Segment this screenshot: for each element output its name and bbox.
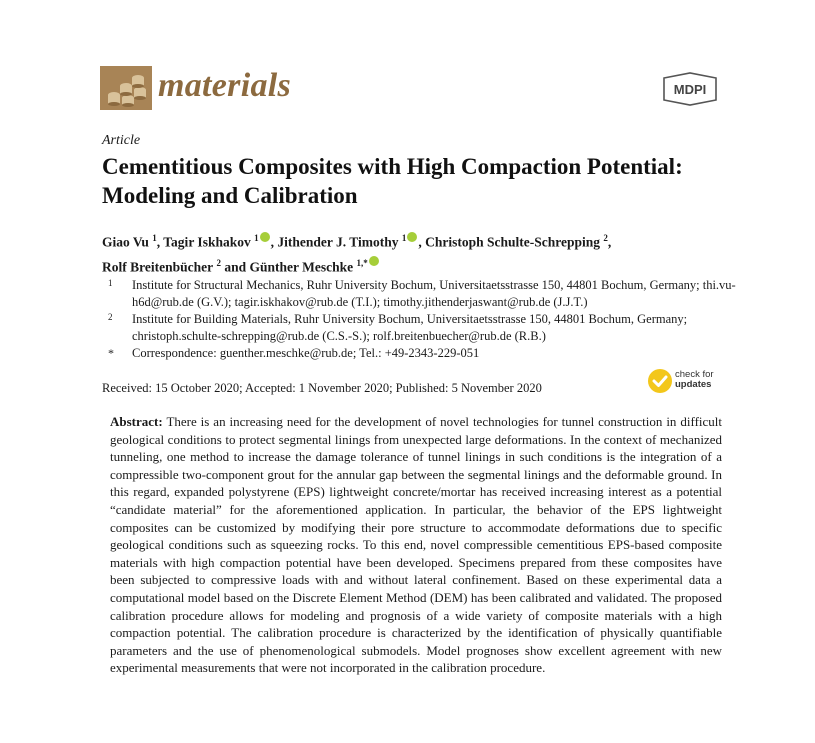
orcid-icon[interactable] <box>369 256 379 266</box>
author-name: Rolf Breitenbücher <box>102 259 214 274</box>
check-updates-icon <box>648 369 672 393</box>
author-affiliation-mark: 1 <box>254 233 259 243</box>
author-affiliation-mark: 1,* <box>356 257 368 268</box>
affiliation-item <box>102 277 742 311</box>
abstract <box>110 413 722 677</box>
author-name: Tagir Iskhakov <box>163 234 251 250</box>
mdpi-logo <box>658 72 722 106</box>
check-updates-label: check for updates <box>675 369 714 390</box>
author-affiliation-mark: 1 <box>152 233 157 243</box>
affiliation-text: Institute for Structural Mechanics, Ruhr University Bochum, Universitaetsstrasse 150, 44801 Bochum, Germany; thi.vu-h6d@rub.de (G.V.); tagir.iskhakov@rub.de (T.I.); timothy.jithenderjaswant@rub.de (J.J.T.) <box>132 278 736 309</box>
author-name: Günther Meschke <box>249 259 354 274</box>
abstract-label: Abstract: <box>110 414 163 429</box>
correspondence <box>102 345 742 362</box>
correspondence-text: Correspondence: guenther.meschke@rub.de; Tel.: +49-2343-229-051 <box>132 346 480 360</box>
affiliation-mark: 2 <box>108 312 113 322</box>
orcid-icon[interactable] <box>260 232 270 242</box>
author-affiliation-mark: 1 <box>401 233 407 243</box>
publication-dates: Received: 15 October 2020; Accepted: 1 November 2020; Published: 5 November 2020 <box>102 381 542 395</box>
affiliation-mark: 1 <box>108 278 113 288</box>
journal-name: materials <box>158 67 292 104</box>
journal-logo-icon <box>100 66 152 110</box>
mdpi-logo-text: MDPI <box>673 82 707 97</box>
author-list: Giao Vu $^1$, Tagir Iskhakov $^1$ , Jithender J. Timothy $^1$ , Christoph Schulte-Schrepping $^2$, Rolf Breitenbücher $^2$ and Günther Meschke $^{1,*}$ <box>102 233 612 274</box>
author-affiliation-mark: 2 <box>216 257 221 268</box>
affiliation-mark: * <box>108 346 114 360</box>
author-affiliation-mark: 2 <box>603 233 608 243</box>
article-type: Article <box>102 133 141 148</box>
check-for-updates-badge[interactable] <box>648 369 728 397</box>
author-name: Christoph Schulte-Schrepping <box>425 234 601 250</box>
author-name: Jithender J. Timothy <box>277 234 399 250</box>
affiliation-text: Institute for Building Materials, Ruhr University Bochum, Universitaetsstrasse 150, 44801 Bochum, Germany; christoph.schulte-schrepping@rub.de (C.S.-S.); rolf.breitenbuecher@rub.de (R.B.) <box>132 312 688 343</box>
orcid-icon[interactable] <box>407 232 417 242</box>
paper-title: Cementitious Composites with High Compaction Potential: Modeling and Calibration <box>102 154 683 208</box>
abstract-text: There is an increasing need for the development of novel technologies for tunnel construction in difficult geological conditions to protect segmental linings from unexpected large deformations. In the context of mechanized tunneling, one method to increase the damage tolerance of tunnel linings in such conditions is the integration of a compressible two-component grout for the annular gap between the segmental linings and the deformable ground. In this regard, expanded polystyrene (EPS) lightweight concrete/mortar has received increasing interest as a potential “candidate material” for the aforementioned application. In particular, the behavior of the EPS lightweight composites can be customized by modifying their pore structure to accommodate deformations due to specific geological conditions such as squeezing rocks. To this end, novel compressible cementitious EPS-based composite materials with high compaction potential have been developed. Specimens prepared from these composites have been subjected to compressive loads with and without lateral confinement. Based on these experimental data a computational model based on the Discrete Element Method (DEM) has been calibrated and validated. The proposed calibration procedure allows for modeling and prognosis of a wide variety of composite materials with a high compaction potential. The calibration procedure is characterized by the identification of physically quantifiable parameters and the use of phenomenological submodels. Model prognoses show excellent agreement with new experimental measurements that were not incorporated in the calibration procedure. <box>110 414 723 676</box>
author-name: Giao Vu <box>102 234 149 250</box>
affiliation-item <box>102 311 742 345</box>
